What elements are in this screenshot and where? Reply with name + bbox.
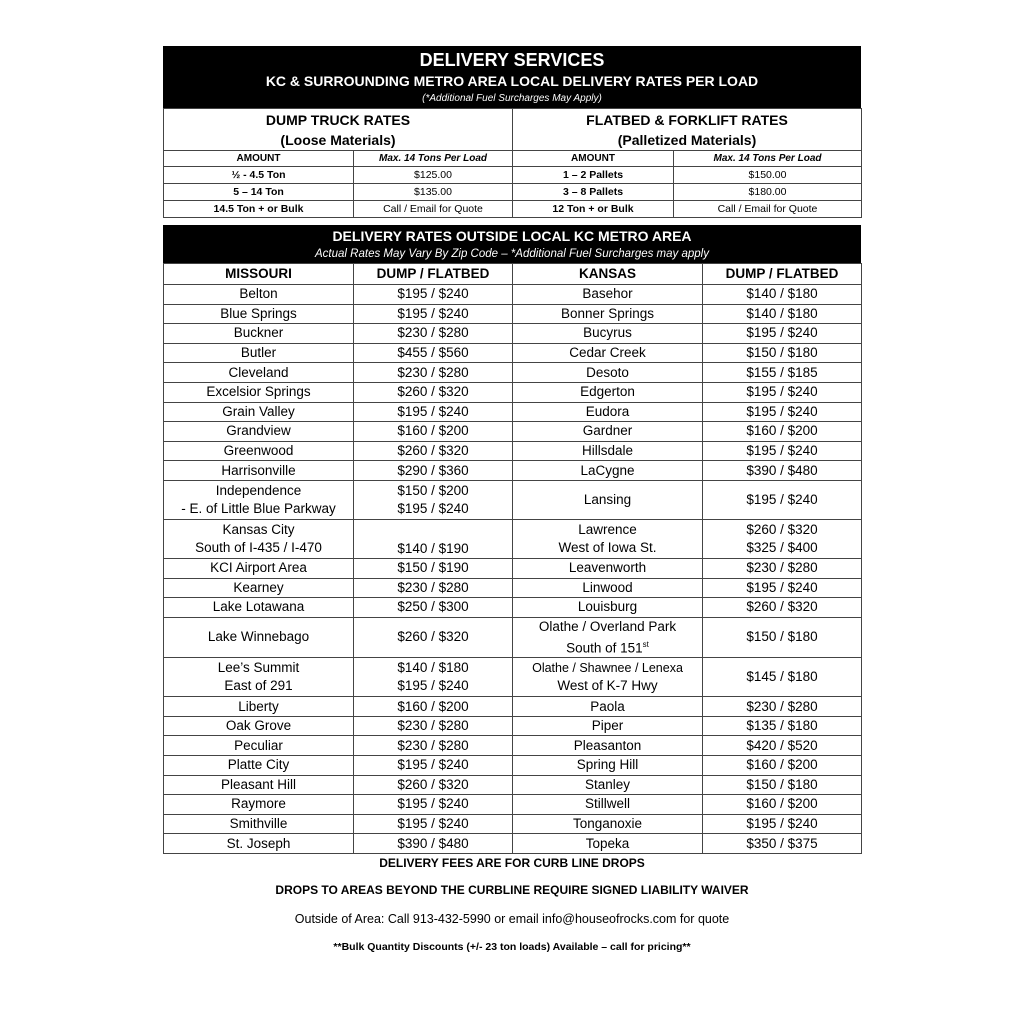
col-kansas: KANSAS — [513, 264, 703, 285]
dump-truck-heading: DUMP TRUCK RATES (Loose Materials) — [164, 109, 513, 151]
location-cell: KCI Airport Area — [164, 558, 354, 578]
rate-cell: $195 / $240 — [354, 814, 513, 834]
location-cell: Cedar Creek — [513, 343, 703, 363]
outside-title: DELIVERY RATES OUTSIDE LOCAL KC METRO AREA — [332, 228, 692, 244]
rate-cell: $160 / $200 — [703, 756, 862, 776]
rate-cell: $230 / $280 — [703, 697, 862, 717]
location-cell: Stanley — [513, 775, 703, 795]
table-row — [164, 814, 862, 834]
page-title: DELIVERY SERVICES — [419, 50, 605, 70]
location-cell: Linwood — [513, 578, 703, 598]
table-row — [164, 736, 862, 756]
rate-cell: $420 / $520 — [703, 736, 862, 756]
table-row: Kansas City South of I-435 / I-470 $140 / $190 Lawrence West of Iowa St. $260 / $320 $325 / $400 — [164, 519, 862, 558]
rate-cell: $195 / $240 — [703, 814, 862, 834]
location-cell: Eudora — [513, 402, 703, 422]
col-amount: AMOUNT — [513, 151, 674, 167]
location-cell: LaCygne — [513, 461, 703, 481]
table-row — [164, 578, 862, 598]
table-row — [164, 324, 862, 344]
rate-cell: $260 / $320 — [354, 775, 513, 795]
location-cell: Harrisonville — [164, 461, 354, 481]
rate-cell: $230 / $280 — [354, 324, 513, 344]
table-row — [164, 402, 862, 422]
location-cell: Cleveland — [164, 363, 354, 383]
table-row — [164, 795, 862, 815]
rate-cell: $390 / $480 — [354, 834, 513, 854]
location-cell: Paola — [513, 697, 703, 717]
location-cell: Desoto — [513, 363, 703, 383]
rate-cell: $260 / $320 — [354, 382, 513, 402]
location-cell: Excelsior Springs — [164, 382, 354, 402]
rate-cell: $140 / $180 — [703, 304, 862, 324]
rate-cell: $195 / $240 — [354, 756, 513, 776]
location-cell: Butler — [164, 343, 354, 363]
rate-cell: $195 / $240 — [703, 402, 862, 422]
location-cell: Peculiar — [164, 736, 354, 756]
rate-cell: $160 / $200 — [703, 422, 862, 442]
rate-cell: $135 / $180 — [703, 716, 862, 736]
outside-subtitle: Actual Rates May Vary By Zip Code – *Additional Fuel Surcharges may apply — [315, 248, 709, 260]
rate-cell: $160 / $200 — [354, 697, 513, 717]
rate-cell: $150 / $190 — [354, 558, 513, 578]
location-cell: Basehor — [513, 285, 703, 305]
col-max: Max. 14 Tons Per Load — [354, 151, 513, 167]
location-cell: Stillwell — [513, 795, 703, 815]
rate-cell: $350 / $375 — [703, 834, 862, 854]
location-cell: Louisburg — [513, 598, 703, 618]
rate-cell: $230 / $280 — [354, 716, 513, 736]
col-amount: AMOUNT — [164, 151, 354, 167]
location-cell: Hillsdale — [513, 441, 703, 461]
location-cell: Piper — [513, 716, 703, 736]
rate-cell: $160 / $200 — [703, 795, 862, 815]
main-header — [163, 46, 861, 108]
rate-cell: $195 / $240 — [354, 304, 513, 324]
table-row — [164, 441, 862, 461]
location-cell: Grandview — [164, 422, 354, 442]
location-cell: Spring Hill — [513, 756, 703, 776]
table-row — [164, 422, 862, 442]
rate-cell: $140 / $180 — [703, 285, 862, 305]
table-row — [164, 382, 862, 402]
outside-header — [163, 225, 861, 263]
location-cell: Topeka — [513, 834, 703, 854]
rate-cell: $290 / $360 — [354, 461, 513, 481]
col-missouri: MISSOURI — [164, 264, 354, 285]
location-cell: Smithville — [164, 814, 354, 834]
rate-cell: $260 / $320 — [354, 441, 513, 461]
location-cell: Liberty — [164, 697, 354, 717]
local-rates-table — [163, 108, 862, 218]
table-row — [164, 285, 862, 305]
rate-cell: $195 / $240 — [354, 402, 513, 422]
rate-cell: $195 / $240 — [354, 285, 513, 305]
location-cell: St. Joseph — [164, 834, 354, 854]
table-row — [164, 697, 862, 717]
rate-sheet — [163, 46, 861, 854]
footer-contact: Outside of Area: Call 913-432-5990 or email info@houseofrocks.com for quote — [294, 912, 730, 926]
location-cell: Gardner — [513, 422, 703, 442]
table-row — [164, 716, 862, 736]
page-subtitle: KC & SURROUNDING METRO AREA LOCAL DELIVERY RATES PER LOAD — [265, 73, 759, 89]
col-dump-flatbed: DUMP / FLATBED — [354, 264, 513, 285]
fuel-note: (*Additional Fuel Surcharges May Apply) — [422, 93, 602, 104]
location-cell: Bonner Springs — [513, 304, 703, 324]
rate-cell: $230 / $280 — [703, 558, 862, 578]
table-row — [164, 304, 862, 324]
table-row — [164, 775, 862, 795]
rate-cell: $230 / $280 — [354, 363, 513, 383]
location-cell: Leavenworth — [513, 558, 703, 578]
rate-cell: $455 / $560 — [354, 343, 513, 363]
location-cell: Kearney — [164, 578, 354, 598]
table-row — [164, 598, 862, 618]
rate-cell: $260 / $320 — [703, 598, 862, 618]
location-cell: Tonganoxie — [513, 814, 703, 834]
rate-cell: $160 / $200 — [354, 422, 513, 442]
outside-rates-table — [163, 263, 862, 854]
rate-cell: $150 / $180 — [703, 775, 862, 795]
rate-cell: $230 / $280 — [354, 578, 513, 598]
location-cell: Belton — [164, 285, 354, 305]
location-cell: Grain Valley — [164, 402, 354, 422]
location-cell: Lake Lotawana — [164, 598, 354, 618]
rate-cell: $195 / $240 — [703, 578, 862, 598]
rate-cell: $390 / $480 — [703, 461, 862, 481]
rate-cell: $195 / $240 — [703, 382, 862, 402]
table-row — [164, 834, 862, 854]
table-row — [164, 756, 862, 776]
flatbed-heading: FLATBED & FORKLIFT RATES (Palletized Materials) — [513, 109, 862, 151]
location-cell: Platte City — [164, 756, 354, 776]
table-row: Lake Winnebago $260 / $320 Olathe / Overland Park South of 151st $150 / $180 — [164, 617, 862, 658]
table-row: 14.5 Ton + or Bulk Call / Email for Quote 12 Ton + or Bulk Call / Email for Quote — [164, 201, 862, 218]
location-cell: Bucyrus — [513, 324, 703, 344]
table-row: ½ - 4.5 Ton $125.00 1 – 2 Pallets $150.00 — [164, 167, 862, 184]
location-cell: Oak Grove — [164, 716, 354, 736]
location-cell: Blue Springs — [164, 304, 354, 324]
table-row: Independence - E. of Little Blue Parkway $150 / $200 $195 / $240 Lansing $195 / $240 — [164, 480, 862, 519]
rate-cell: $250 / $300 — [354, 598, 513, 618]
location-cell: Pleasanton — [513, 736, 703, 756]
rate-cell: $195 / $240 — [703, 324, 862, 344]
table-row — [164, 363, 862, 383]
location-cell: Raymore — [164, 795, 354, 815]
table-row: Lee’s Summit East of 291 $140 / $180 $195 / $240 Olathe / Shawnee / Lenexa West of K-7 Hwy $145 / $180 — [164, 658, 862, 697]
footer-waiver-note: DROPS TO AREAS BEYOND THE CURBLINE REQUIRE SIGNED LIABILITY WAIVER — [275, 883, 749, 897]
col-max: Max. 14 Tons Per Load — [674, 151, 862, 167]
rate-cell: $230 / $280 — [354, 736, 513, 756]
location-cell: Greenwood — [164, 441, 354, 461]
footer-bulk-discount: **Bulk Quantity Discounts (+/- 23 ton loads) Available – call for pricing** — [333, 941, 691, 953]
location-cell: Pleasant Hill — [164, 775, 354, 795]
location-cell: Buckner — [164, 324, 354, 344]
col-dump-flatbed: DUMP / FLATBED — [703, 264, 862, 285]
rate-cell: $155 / $185 — [703, 363, 862, 383]
table-row — [164, 343, 862, 363]
location-cell: Edgerton — [513, 382, 703, 402]
table-row — [164, 558, 862, 578]
rate-cell: $195 / $240 — [703, 441, 862, 461]
rate-cell: $195 / $240 — [354, 795, 513, 815]
footer-curb-note: DELIVERY FEES ARE FOR CURB LINE DROPS — [379, 856, 645, 870]
table-row — [164, 461, 862, 481]
table-row: 5 – 14 Ton $135.00 3 – 8 Pallets $180.00 — [164, 184, 862, 201]
rate-cell: $150 / $180 — [703, 343, 862, 363]
